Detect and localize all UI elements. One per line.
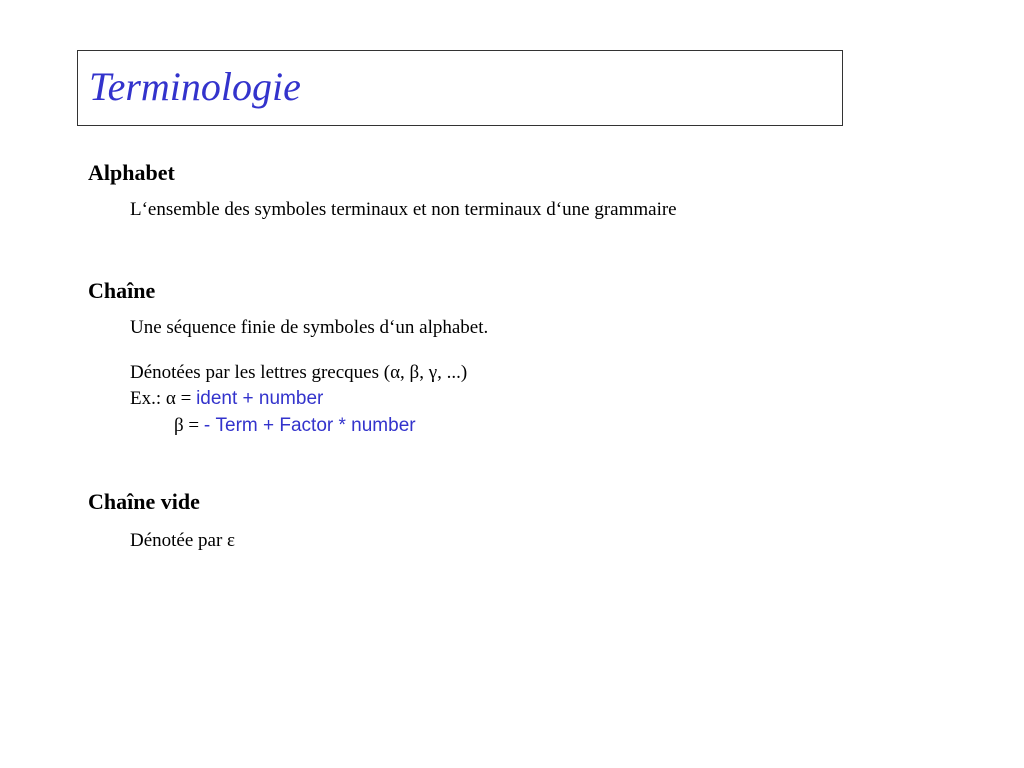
chaine-example-alpha — [130, 388, 323, 410]
slide-title: Terminologie — [89, 64, 301, 109]
example-beta-prefix: β = — [174, 415, 204, 436]
chaine-vide-definition: Dénotée par ε — [130, 530, 236, 551]
heading-alphabet: Alphabet — [88, 160, 175, 185]
example-beta-value: - Term + Factor * number — [203, 415, 416, 436]
chaine-definition: Une séquence finie de symboles d‘un alphabet. — [130, 317, 489, 338]
example-alpha-prefix: Ex.: α = — [130, 388, 197, 409]
title-box — [77, 50, 843, 126]
alphabet-definition: L‘ensemble des symboles terminaux et non terminaux d‘une grammaire — [130, 199, 677, 220]
chaine-example-beta — [174, 415, 416, 437]
example-alpha-value: ident + number — [196, 388, 324, 409]
heading-chaine: Chaîne — [88, 278, 156, 303]
heading-chaine-vide: Chaîne vide — [88, 489, 200, 514]
chaine-notation: Dénotées par les lettres grecques (α, β, γ, ...) — [130, 362, 468, 383]
